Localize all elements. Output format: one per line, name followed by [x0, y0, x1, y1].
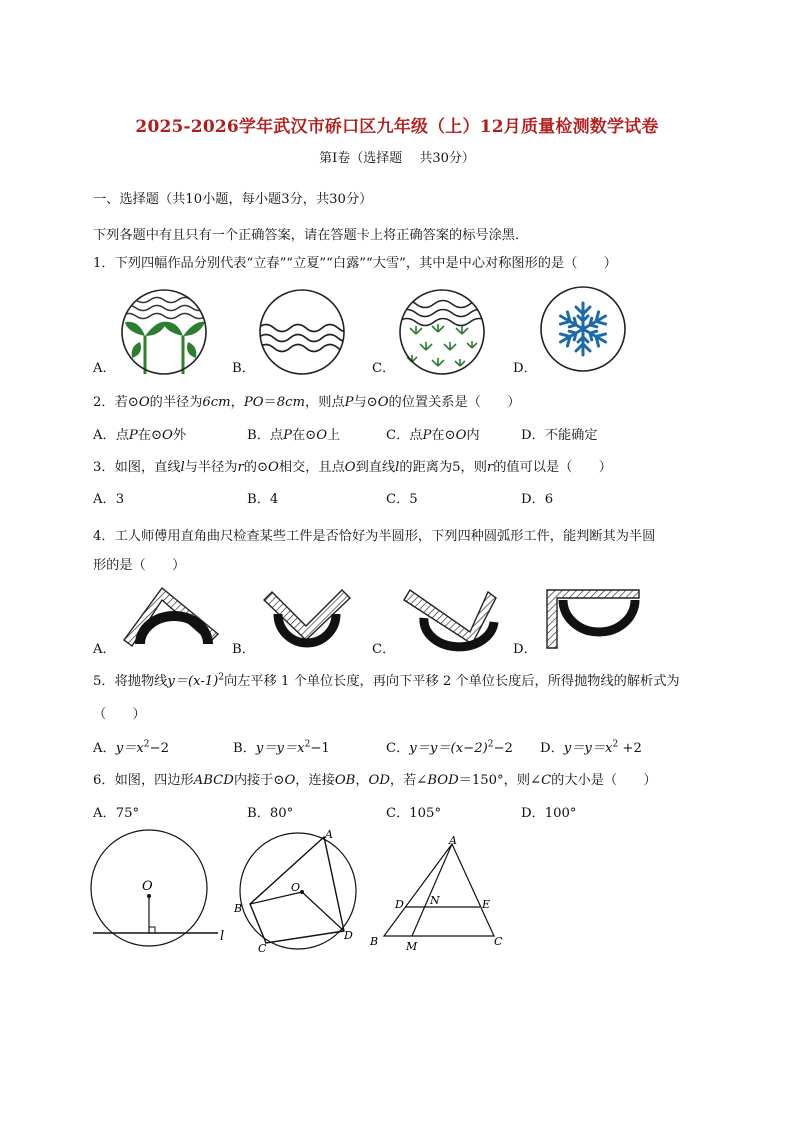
- q3-option-d: D．6: [521, 492, 554, 507]
- white-dew-icon: [398, 288, 486, 376]
- q4-option-a-label: A．: [93, 642, 116, 657]
- q1-option-a-label: A．: [93, 361, 116, 376]
- inscribed-quadrilateral-figure: [228, 826, 368, 956]
- label-o: O: [142, 879, 153, 894]
- question-4-text-line2: 形的是（ ）: [93, 558, 186, 573]
- q6-option-b: B．80°: [247, 806, 294, 821]
- label-m3: M: [406, 940, 418, 953]
- q3-option-b: B．4: [247, 492, 279, 507]
- label-c: C: [258, 942, 267, 955]
- q3-option-a: A．3: [93, 492, 125, 507]
- q4-option-d-label: D．: [513, 642, 537, 657]
- q2-option-d: D．不能确定: [521, 428, 598, 443]
- q4-figure-c: [400, 586, 504, 654]
- label-a: A: [325, 828, 333, 841]
- question-6-text: 6．如图，四边形ABCD内接于⊙O，连接OB，OD，若∠BOD＝150°，则∠C的大小是（ ）: [93, 773, 657, 788]
- label-l: l: [220, 929, 225, 944]
- q4-option-b-label: B．: [232, 642, 255, 657]
- label-a3: A: [449, 834, 457, 847]
- page-subtitle: 第Ⅰ卷（选择题 共30分）: [319, 151, 475, 166]
- label-b: B: [234, 902, 243, 915]
- label-c3: C: [494, 935, 503, 948]
- label-d3: D: [395, 898, 404, 911]
- q4-figure-a: [118, 582, 228, 652]
- q2-option-a: A．点P在⊙O外: [93, 428, 187, 443]
- q4-figure-b: [258, 586, 358, 654]
- q5-option-b: B．$y=y=x^2-1$: [233, 739, 330, 756]
- label-e3: E: [482, 898, 491, 911]
- circle-line-figure: [88, 828, 238, 948]
- triangle-figure: [364, 832, 514, 954]
- question-3-text: 3．如图，直线l与半径为r的⊙O相交，且点O到直线l的距离为5，则r的值可以是（ ）: [93, 460, 612, 475]
- question-1-text: 1．下列四幅作品分别代表“立春”“立夏”“白露”“大雪”，其中是中心对称图形的是（ ）: [93, 256, 617, 271]
- question-2-text: 2．若⊙O的半径为6cm，PO＝8cm，则点P与⊙O的位置关系是（ ）: [93, 395, 521, 410]
- q5-option-d: D．$y=y=x^2 +2$: [540, 739, 642, 756]
- q4-figure-d: [545, 586, 643, 650]
- q6-option-c: C．105°: [386, 806, 442, 821]
- q5-option-c: C．$y=y=(x-2)^2-2$: [386, 739, 513, 756]
- section-heading: 一、选择题（共10小题，每小题3分，共30分）: [93, 192, 373, 207]
- q3-option-c: C．5: [386, 492, 418, 507]
- q5-option-a: A．$y=x^2-2$: [93, 739, 169, 756]
- q2-option-b: B．点P在⊙O上: [247, 428, 341, 443]
- q2-option-c: C．点P在⊙O内: [386, 428, 480, 443]
- label-o2: O: [291, 881, 301, 894]
- summer-waves-icon: [258, 288, 346, 376]
- question-4-text-line1: 4．工人师傅用直角曲尺检查某些工件是否恰好为半圆形，下列四种圆弧形工件，能判断其为半圆: [93, 529, 656, 544]
- instructions: 下列各题中有且只有一个正确答案，请在答题卡上将正确答案的标号涂黑．: [93, 228, 529, 243]
- q6-option-a: A．75°: [93, 806, 140, 821]
- label-d: D: [344, 929, 353, 942]
- q1-option-c-label: C．: [372, 361, 396, 376]
- spring-sprout-icon: [120, 288, 208, 376]
- label-n3: N: [430, 894, 440, 907]
- q4-option-c-label: C．: [372, 642, 396, 657]
- q1-option-b-label: B．: [232, 361, 255, 376]
- q6-option-d: D．100°: [521, 806, 577, 821]
- question-5-text-line2: （ ）: [93, 707, 146, 722]
- label-b3: B: [370, 935, 379, 948]
- snowflake-icon: [539, 285, 627, 373]
- page-title: 2025-2026学年武汉市硚口区九年级（上）12月质量检测数学试卷: [135, 117, 659, 137]
- question-5-text: 5．将抛物线$y=(x-1)^2$向左平移 1 个单位长度，再向下平移 2 个单位长度后，所得抛物线的解析式为: [93, 672, 680, 689]
- q1-option-d-label: D．: [513, 361, 537, 376]
